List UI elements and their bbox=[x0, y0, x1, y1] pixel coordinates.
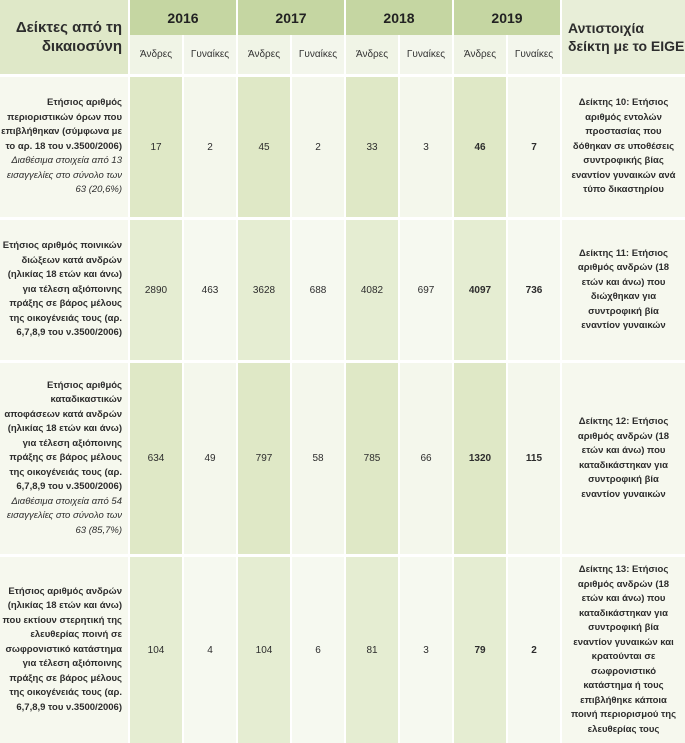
indicator-column-header: Δείκτες από τη δικαιοσύνη bbox=[0, 0, 128, 74]
value-cell: 797 bbox=[238, 363, 290, 554]
women-subheader: Γυναίκες bbox=[508, 35, 560, 74]
indicator-label bbox=[0, 220, 128, 360]
value-cell: 4082 bbox=[346, 220, 398, 360]
women-subheader: Γυναίκες bbox=[184, 35, 236, 74]
women-subheader: Γυναίκες bbox=[400, 35, 452, 74]
eige-indicator: Δείκτης 10: Ετήσιος αριθμός εντολών προστασίας που δόθηκαν σε υποθέσεις συντροφικής βίας εναντίον γυναικών ανά τύπο δικαστηρίου bbox=[562, 77, 685, 217]
indicator-note: Διαθέσιμα στοιχεία από 13 εισαγγελίες στο σύνολο των 63 (20,6%) bbox=[6, 155, 122, 196]
men-subheader: Άνδρες bbox=[238, 35, 290, 74]
men-subheader: Άνδρες bbox=[130, 35, 182, 74]
table-row bbox=[0, 557, 685, 743]
value-cell: 81 bbox=[346, 557, 398, 743]
eige-column-header: Αντιστοιχία δείκτη με το EIGE bbox=[562, 0, 685, 74]
value-cell: 17 bbox=[130, 77, 182, 217]
value-cell: 58 bbox=[292, 363, 344, 554]
indicator-label bbox=[0, 77, 128, 217]
value-cell: 2 bbox=[508, 557, 560, 743]
value-cell: 4 bbox=[184, 557, 236, 743]
value-cell: 4097 bbox=[454, 220, 506, 360]
value-cell: 7 bbox=[508, 77, 560, 217]
indicator-text: Ετήσιος αριθμός ποινικών διώξεων κατά ανδρών (ηλικίας 18 ετών και άνω) για τέλεση αξιόποινης πράξης σε βάρος μέλους της οικογένειάς τους (αρ. 6,7,8,9 του ν.3500/2006) bbox=[2, 240, 122, 339]
value-cell: 634 bbox=[130, 363, 182, 554]
value-cell: 104 bbox=[238, 557, 290, 743]
year-header-2016: 2016 bbox=[130, 0, 236, 35]
value-cell: 45 bbox=[238, 77, 290, 217]
eige-indicator: Δείκτης 13: Ετήσιος αριθμός ανδρών (18 ετών και άνω) που καταδικάστηκαν για συντροφική βία εναντίον γυναικών και κρατούνται σε σωφρονιστικό κατάστημα ή τους επιβλήθηκε κάποια ποινή περιορισμού της ελευθερίας τους bbox=[562, 557, 685, 743]
value-cell: 463 bbox=[184, 220, 236, 360]
value-cell: 736 bbox=[508, 220, 560, 360]
table-row bbox=[0, 220, 685, 360]
value-cell: 697 bbox=[400, 220, 452, 360]
value-cell: 2 bbox=[292, 77, 344, 217]
eige-indicator: Δείκτης 11: Ετήσιος αριθμός ανδρών (18 ετών και άνω) που διώχθηκαν για συντροφική βία εναντίον γυναικών bbox=[562, 220, 685, 360]
value-cell: 79 bbox=[454, 557, 506, 743]
year-header-2017: 2017 bbox=[238, 0, 344, 35]
value-cell: 3 bbox=[400, 77, 452, 217]
indicator-text: Ετήσιος αριθμός περιοριστικών όρων που επιβλήθηκαν (σύμφωνα με το αρ. 18 του ν.3500/2006) bbox=[1, 97, 122, 152]
indicator-label bbox=[0, 363, 128, 554]
value-cell: 3628 bbox=[238, 220, 290, 360]
women-subheader: Γυναίκες bbox=[292, 35, 344, 74]
table-row bbox=[0, 77, 685, 217]
eige-indicator: Δείκτης 12: Ετήσιος αριθμός ανδρών (18 ετών και άνω) που καταδικάστηκαν για συντροφική βία εναντίον γυναικών bbox=[562, 363, 685, 554]
value-cell: 1320 bbox=[454, 363, 506, 554]
value-cell: 2890 bbox=[130, 220, 182, 360]
men-subheader: Άνδρες bbox=[454, 35, 506, 74]
indicator-note: Διαθέσιμα στοιχεία από 54 εισαγγελίες στο σύνολο των 63 (85,7%) bbox=[6, 495, 122, 536]
value-cell: 104 bbox=[130, 557, 182, 743]
men-subheader: Άνδρες bbox=[346, 35, 398, 74]
value-cell: 688 bbox=[292, 220, 344, 360]
value-cell: 33 bbox=[346, 77, 398, 217]
value-cell: 46 bbox=[454, 77, 506, 217]
value-cell: 49 bbox=[184, 363, 236, 554]
indicator-text: Ετήσιος αριθμός ανδρών (ηλικίας 18 ετών και άνω) που εκτίουν στερητική της ελευθερίας ποινή σε σωφρονιστικό κατάστημα για τέλεση αξιόποινης πράξης σε βάρος μέλους της οικογένειάς τους (αρ. 6,7,8,9 του ν.3500/2006) bbox=[2, 585, 122, 713]
value-cell: 785 bbox=[346, 363, 398, 554]
year-header-2019: 2019 bbox=[454, 0, 560, 35]
value-cell: 66 bbox=[400, 363, 452, 554]
value-cell: 3 bbox=[400, 557, 452, 743]
value-cell: 2 bbox=[184, 77, 236, 217]
value-cell: 6 bbox=[292, 557, 344, 743]
value-cell: 115 bbox=[508, 363, 560, 554]
year-header-2018: 2018 bbox=[346, 0, 452, 35]
indicator-text: Ετήσιος αριθμός καταδικαστικών αποφάσεων κατά ανδρών (ηλικίας 18 ετών και άνω) για τέλεση αξιόποινης πράξης σε βάρος μέλους της οικογένειάς τους (αρ. 6,7,8,9 του ν.3500/2006) bbox=[4, 379, 122, 493]
table-row bbox=[0, 363, 685, 554]
indicator-label bbox=[0, 557, 128, 743]
